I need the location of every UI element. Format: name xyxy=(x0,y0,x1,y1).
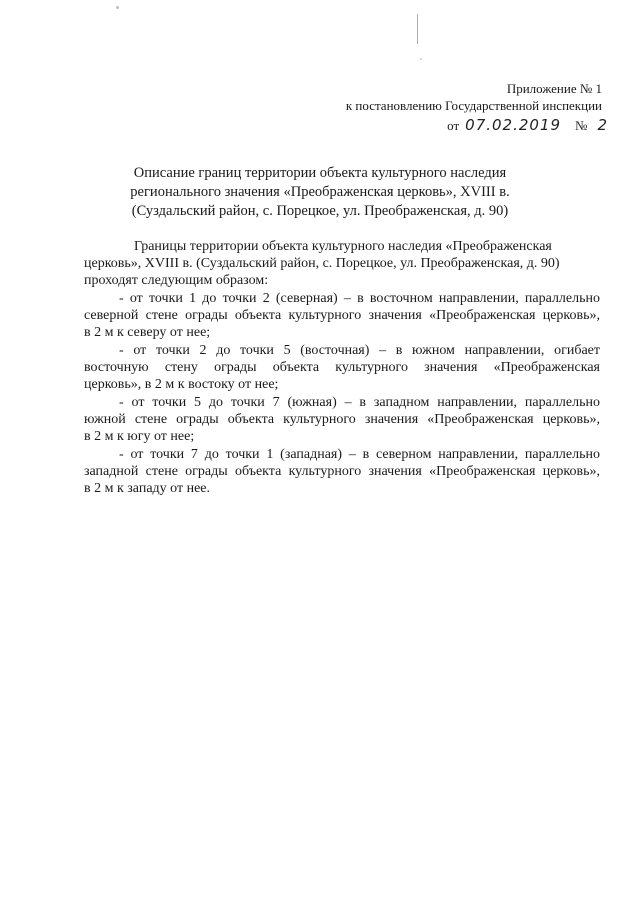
item-line: северной стене ограды объекта культурного значения «Преображенская церковь», xyxy=(84,308,600,323)
item-line: южной стене ограды объекта культурного значения «Преображенская церковь», xyxy=(84,412,600,427)
item-line: западной стене ограды объекта культурного значения «Преображенская церковь», xyxy=(84,464,600,479)
decree-date-number xyxy=(447,116,608,134)
document-title xyxy=(100,164,540,221)
scan-artifact xyxy=(420,58,422,60)
intro-line: Границы территории объекта культурного наследия «Преображенская xyxy=(134,239,552,254)
item-line: в 2 м к югу от нее; xyxy=(84,429,195,444)
boundary-item-south xyxy=(84,394,600,445)
handwritten-date: 07.02.2019 xyxy=(465,116,562,134)
appendix-label: Приложение № 1 xyxy=(506,81,602,96)
document-body xyxy=(84,238,600,497)
item-line: - от точки 1 до точки 2 (северная) – в восточном направлении, параллельно xyxy=(119,291,600,306)
item-line: - от точки 2 до точки 5 (восточная) – в южном направлении, огибает xyxy=(119,343,600,358)
title-line: регионального значения «Преображенская церковь», XVIII в. xyxy=(130,184,510,200)
intro-paragraph xyxy=(84,238,600,289)
date-prefix: от xyxy=(447,118,460,133)
item-line: - от точки 7 до точки 1 (западная) – в северном направлении, параллельно xyxy=(119,447,600,462)
appendix-reference: к постановлению Государственной инспекции xyxy=(345,98,602,113)
handwritten-number: 2 xyxy=(597,116,608,134)
intro-line: церковь», XVIII в. (Суздальский район, с. Порецкое, ул. Преображенская, д. 90) xyxy=(84,256,560,271)
boundary-item-west xyxy=(84,446,600,497)
title-line: Описание границ территории объекта культурного наследия xyxy=(133,165,507,181)
boundary-item-north xyxy=(84,290,600,341)
appendix-header xyxy=(346,80,602,114)
scan-artifact xyxy=(116,6,119,9)
scan-artifact xyxy=(417,14,418,44)
item-line: церковь», в 2 м к востоку от нее; xyxy=(84,377,279,392)
title-line: (Суздальский район, с. Порецкое, ул. Преображенская, д. 90) xyxy=(131,203,509,219)
item-line: восточную стену ограды объекта культурного значения «Преображенская xyxy=(84,360,600,375)
boundary-item-east xyxy=(84,342,600,393)
number-prefix: № xyxy=(575,118,588,133)
intro-line: проходят следующим образом: xyxy=(84,273,269,288)
item-line: в 2 м к западу от нее. xyxy=(84,481,211,496)
item-line: - от точки 5 до точки 7 (южная) – в западном направлении, параллельно xyxy=(119,395,600,410)
item-line: в 2 м к северу от нее; xyxy=(84,325,211,340)
